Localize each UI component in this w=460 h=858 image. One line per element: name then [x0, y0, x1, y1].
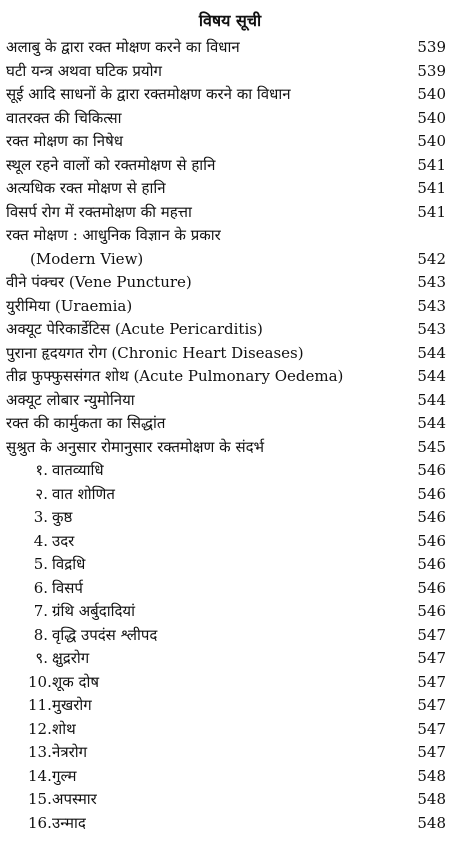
toc-entry-page: 541: [417, 179, 446, 197]
toc-entry-number: 6.: [33, 578, 48, 597]
toc-entry-page: 542: [417, 249, 446, 268]
toc-entry: [0, 436, 460, 460]
toc-entry-page: 543: [417, 320, 446, 338]
toc-entry-number: २.: [35, 484, 48, 503]
toc-entry: [0, 765, 460, 789]
toc-entry: [0, 694, 460, 718]
toc-entry-title: वात शोणित: [52, 484, 115, 503]
toc-entry: [0, 718, 460, 742]
toc-entry-page: 548: [417, 790, 446, 808]
toc-entry-title: वातव्याधि: [52, 461, 104, 479]
toc-entry: [0, 600, 460, 624]
toc-entry-number: 16.: [28, 813, 52, 832]
toc-entry-title: वातरक्त की चिकित्सा: [6, 108, 122, 127]
toc-entry: [0, 342, 460, 366]
toc-entry-title: घटी यन्त्र अथवा घटिक प्रयोग: [6, 61, 162, 80]
toc-entry-page: 547: [417, 672, 446, 691]
toc-entry-title: क्षुद्ररोग: [52, 649, 90, 667]
toc-entry-page: 545: [417, 437, 446, 456]
toc-entry-page: 544: [417, 367, 446, 385]
toc-entry: [0, 577, 460, 601]
toc-entry-number: 7.: [33, 602, 48, 620]
toc-entry-number: 10.: [28, 672, 52, 691]
toc-entry-page: 544: [417, 343, 446, 362]
toc-entry: [0, 177, 460, 201]
toc-entry-page: 546: [417, 531, 446, 550]
toc-entry-title: उन्माद: [52, 813, 86, 832]
toc-entry-title: युरीमिया (Uraemia): [6, 296, 133, 315]
toc-entry: [0, 365, 460, 389]
toc-entry-page: 546: [417, 508, 446, 526]
toc-entry-page: 546: [417, 555, 446, 573]
toc-entry-title: गुल्म: [52, 766, 77, 785]
toc-entry: [0, 483, 460, 507]
toc-entry: [0, 271, 460, 295]
toc-entry: [0, 60, 460, 84]
toc-entry-number: १.: [35, 461, 48, 479]
toc-entry-page: 543: [417, 296, 446, 315]
toc-entry: [0, 506, 460, 530]
toc-entry-page: 547: [417, 649, 446, 667]
toc-entry: [0, 624, 460, 648]
toc-entry-title: वीने पंक्चर (Vene Puncture): [6, 273, 192, 291]
toc-entry: [0, 553, 460, 577]
toc-entry: [0, 812, 460, 836]
toc-entry-title: अत्यधिक रक्त मोक्षण से हानि: [6, 179, 166, 197]
toc-entry-page: 544: [417, 414, 446, 432]
toc-entry-title: रक्त की कार्मुकता का सिद्धांत: [6, 414, 166, 432]
toc-entry-page: 540: [417, 85, 446, 103]
toc-entry-number: 14.: [28, 766, 52, 785]
toc-entry-number: 13.: [28, 743, 52, 761]
toc-entry-title: तीव्र फुफ्फुससंगत शोथ (Acute Pulmonary Oedema): [6, 367, 344, 385]
toc-entry-page: 541: [417, 155, 446, 174]
toc-entry-page: 541: [417, 202, 446, 221]
toc-entry-title: विसर्प: [52, 578, 83, 597]
toc-entry: [0, 389, 460, 413]
toc-entry-title: कुष्ठ: [52, 508, 73, 526]
toc-entry: [0, 201, 460, 225]
toc-entry-title: रक्त मोक्षण : आधुनिक विज्ञान के प्रकार: [6, 226, 221, 244]
toc-entry: [0, 671, 460, 695]
toc-entry-title: ग्रंथि अर्बुदादियां: [52, 602, 136, 620]
toc-entry-page: 546: [417, 578, 446, 597]
toc-entry-page: 547: [417, 625, 446, 644]
toc-entry: [0, 130, 460, 154]
toc-entry-title: नेत्ररोग: [52, 743, 88, 761]
toc-entry-title: विद्रधि: [52, 555, 86, 573]
toc-entry-page: 546: [417, 602, 446, 620]
toc-entry: [0, 154, 460, 178]
toc-entry-page: 547: [417, 743, 446, 761]
toc-entry-title: स्थूल रहने वालों को रक्तमोक्षण से हानि: [6, 155, 216, 174]
toc-entry: [0, 647, 460, 671]
toc-entry-title: रक्त मोक्षण का निषेध: [6, 132, 123, 150]
toc-entry-title: पुराना हृदयगत रोग (Chronic Heart Diseases): [6, 343, 304, 362]
toc-entry-number: 4.: [33, 531, 48, 550]
toc-entry-page: 543: [417, 273, 446, 291]
toc-entry-page: 548: [417, 766, 446, 785]
toc-entry-page: 539: [417, 38, 446, 56]
toc-entry-page: 540: [417, 108, 446, 127]
toc-entry-title: मुखरोग: [52, 696, 92, 714]
toc-entry-page: 547: [417, 696, 446, 714]
toc-entry-page: 544: [417, 390, 446, 409]
toc-entry-title: वृद्धि उपदंस श्लीपद: [52, 625, 158, 644]
toc-entry-title: अक्यूट पेरिकार्डेटिस (Acute Pericarditis): [6, 320, 263, 338]
toc-entry-title: अपस्मार: [52, 790, 97, 808]
toc-entry: [0, 224, 460, 248]
toc-entry-page: 547: [417, 719, 446, 738]
toc-entry-number: 15.: [28, 790, 52, 808]
toc-entry-number: 11.: [28, 696, 52, 714]
page-title: विषय सूची: [198, 11, 262, 30]
toc-entry-title: सुश्रुत के अनुसार रोमानुसार रक्तमोक्षण के संदर्भ: [6, 437, 265, 456]
toc-entry: [0, 36, 460, 60]
toc-entry: [0, 248, 460, 272]
toc-entry-page: 539: [417, 61, 446, 80]
toc-entry: [0, 530, 460, 554]
toc-entry-title: सूई आदि साधनों के द्वारा रक्तमोक्षण करने का विधान: [6, 85, 291, 103]
toc-entry: [0, 459, 460, 483]
toc-entry: [0, 412, 460, 436]
toc-entry-number: 8.: [33, 625, 48, 644]
toc-entry-number: 12.: [28, 719, 52, 738]
toc-entry: [0, 788, 460, 812]
toc-entry: [0, 107, 460, 131]
toc-entry-number: 3.: [33, 508, 48, 526]
toc-entry-number: ९.: [35, 649, 48, 667]
toc-entry: [0, 83, 460, 107]
toc-entry-page: 546: [417, 461, 446, 479]
toc-list: [0, 36, 460, 835]
toc-entry: [0, 295, 460, 319]
toc-entry-number: 5.: [33, 555, 48, 573]
toc-entry-title: शोथ: [52, 719, 76, 738]
toc-entry-title: अलाबु के द्वारा रक्त मोक्षण करने का विधान: [6, 38, 240, 56]
toc-entry: [0, 318, 460, 342]
toc-entry: [0, 741, 460, 765]
toc-entry-page: 546: [417, 484, 446, 503]
toc-entry-title: (Modern View): [30, 249, 144, 268]
toc-entry-title: अक्यूट लोबार न्युमोनिया: [6, 390, 135, 409]
toc-entry-page: 540: [417, 132, 446, 150]
toc-entry-title: शूक दोष: [52, 672, 100, 691]
toc-entry-page: 548: [417, 813, 446, 832]
toc-entry-title: विसर्प रोग में रक्तमोक्षण की महत्ता: [6, 202, 192, 221]
toc-entry-title: उदर: [52, 531, 75, 550]
